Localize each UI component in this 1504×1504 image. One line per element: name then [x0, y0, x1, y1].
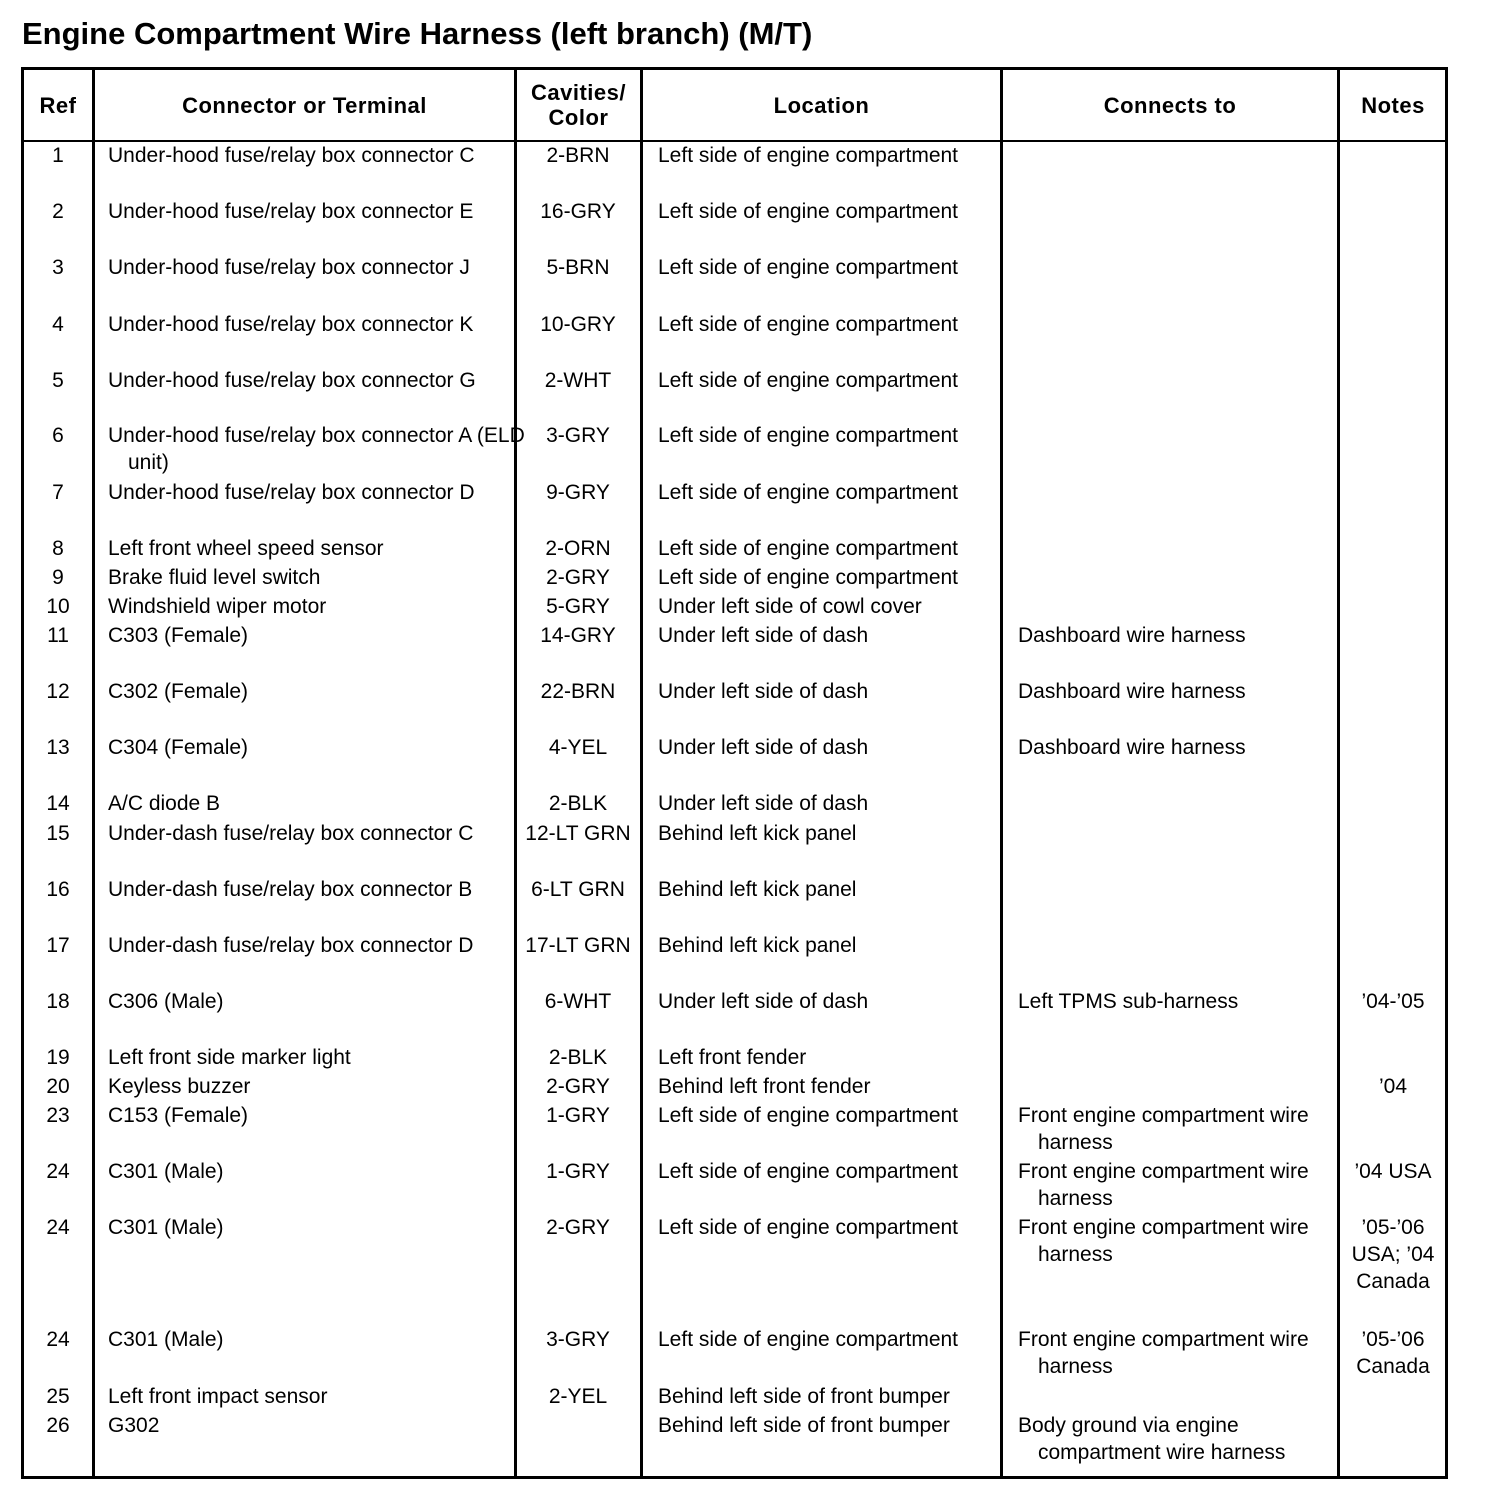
row-cavities: 2-GRY	[546, 566, 610, 589]
row-cavities: 2-WHT	[544, 369, 612, 392]
row-ref: 18	[46, 990, 70, 1013]
row-ref: 7	[52, 481, 64, 504]
row-connector: C301 (Male)	[108, 1216, 224, 1239]
row-location: Behind left kick panel	[658, 878, 857, 901]
row-location: Left side of engine compartment	[658, 200, 959, 223]
row-ref: 2	[52, 200, 64, 223]
row-cavities: 5-GRY	[546, 595, 610, 618]
header-connector: Connector or Terminal	[182, 92, 427, 118]
row-connector: G302	[108, 1414, 160, 1437]
row-location: Left side of engine compartment	[658, 566, 959, 589]
row-connector: Keyless buzzer	[108, 1075, 251, 1098]
row-cavities: 9-GRY	[546, 481, 610, 504]
row-cavities: 22-BRN	[540, 680, 616, 703]
row-notes: ’04 USA	[1354, 1160, 1432, 1183]
row-ref: 24	[46, 1328, 70, 1351]
row-ref: 24	[46, 1216, 70, 1239]
row-notes: ’04	[1378, 1075, 1408, 1098]
row-connects-to: Dashboard wire harness	[1018, 680, 1246, 703]
row-connects-to: Dashboard wire harness	[1018, 736, 1246, 759]
harness-table	[21, 67, 1448, 1479]
row-connector: Left front impact sensor	[108, 1385, 328, 1408]
row-connector: C304 (Female)	[108, 736, 249, 759]
row-connector: Left front side marker light	[108, 1046, 351, 1069]
row-cavities: 2-GRY	[546, 1216, 610, 1239]
row-notes: ’05-’06 Canada	[1356, 1328, 1430, 1378]
row-ref: 23	[46, 1104, 70, 1127]
row-connector: Under-dash fuse/relay box connector D	[108, 934, 474, 957]
row-location: Left side of engine compartment	[658, 1160, 959, 1183]
row-location: Left side of engine compartment	[658, 1216, 959, 1239]
row-ref: 15	[46, 822, 70, 845]
row-ref: 10	[46, 595, 70, 618]
header-ref: Ref	[39, 92, 77, 118]
row-location: Under left side of dash	[658, 792, 869, 815]
row-connects-to: Front engine compartment wire harness	[1018, 1160, 1309, 1210]
row-ref: 12	[46, 680, 70, 703]
row-connector: A/C diode B	[108, 792, 221, 815]
row-location: Under left side of dash	[658, 736, 869, 759]
row-connector: Brake fluid level switch	[108, 566, 321, 589]
row-location: Under left side of cowl cover	[658, 595, 922, 618]
row-connector: Under-dash fuse/relay box connector B	[108, 878, 473, 901]
row-cavities: 3-GRY	[546, 1328, 610, 1351]
row-cavities: 16-GRY	[540, 200, 616, 223]
row-cavities: 2-YEL	[548, 1385, 608, 1408]
row-connector: Under-hood fuse/relay box connector G	[108, 369, 476, 392]
row-location: Left front fender	[658, 1046, 807, 1069]
row-connector: C301 (Male)	[108, 1328, 224, 1351]
header-cavities-line2: Color	[548, 105, 609, 130]
row-ref: 26	[46, 1414, 70, 1437]
row-cavities: 5-BRN	[546, 256, 610, 279]
row-connector: Under-hood fuse/relay box connector J	[108, 256, 470, 279]
row-connects-to: Left TPMS sub-harness	[1018, 990, 1239, 1013]
row-cavities: 4-YEL	[548, 736, 608, 759]
header-location: Location	[773, 92, 870, 118]
row-cavities: 17-LT GRN	[525, 934, 631, 957]
row-ref: 17	[46, 934, 70, 957]
row-ref: 1	[52, 144, 64, 167]
row-ref: 19	[46, 1046, 70, 1069]
row-connector: Left front wheel speed sensor	[108, 537, 384, 560]
row-location: Left side of engine compartment	[658, 313, 959, 336]
page-title: Engine Compartment Wire Harness (left branch) (M/T)	[22, 16, 813, 51]
column-divider	[640, 70, 643, 1476]
row-location: Under left side of dash	[658, 680, 869, 703]
row-location: Left side of engine compartment	[658, 1104, 959, 1127]
row-cavities: 2-ORN	[545, 537, 611, 560]
row-connects-to: Front engine compartment wire harness	[1018, 1216, 1309, 1266]
row-cavities: 1-GRY	[546, 1160, 610, 1183]
header-notes: Notes	[1361, 92, 1425, 118]
row-ref: 16	[46, 878, 70, 901]
row-cavities: 12-LT GRN	[525, 822, 631, 845]
row-connector: C301 (Male)	[108, 1160, 224, 1183]
row-cavities: 14-GRY	[540, 624, 616, 647]
row-location: Behind left kick panel	[658, 822, 857, 845]
row-ref: 8	[52, 537, 64, 560]
row-connector: Under-hood fuse/relay box connector D	[108, 481, 475, 504]
column-divider	[1000, 70, 1003, 1476]
row-location: Left side of engine compartment	[658, 369, 959, 392]
row-notes: ’05-’06 USA; ’04 Canada	[1351, 1216, 1435, 1293]
row-ref: 13	[46, 736, 70, 759]
row-ref: 20	[46, 1075, 70, 1098]
row-ref: 3	[52, 256, 64, 279]
row-location: Left side of engine compartment	[658, 1328, 959, 1351]
row-notes: ’04-’05	[1361, 990, 1425, 1013]
row-connects-to: Body ground via engine compartment wire harness	[1018, 1414, 1286, 1464]
header-cavities	[517, 70, 640, 140]
row-location: Left side of engine compartment	[658, 537, 959, 560]
row-cavities: 2-BRN	[546, 144, 610, 167]
row-connector: C306 (Male)	[108, 990, 224, 1013]
header-cavities-line1: Cavities/	[531, 80, 626, 105]
row-cavities: 2-BLK	[548, 792, 608, 815]
row-connector: Under-hood fuse/relay box connector E	[108, 200, 474, 223]
row-location: Left side of engine compartment	[658, 481, 959, 504]
row-connector: Under-hood fuse/relay box connector C	[108, 144, 475, 167]
row-ref: 4	[52, 313, 64, 336]
row-connector: Under-hood fuse/relay box connector K	[108, 313, 474, 336]
row-cavities: 10-GRY	[540, 313, 616, 336]
row-location: Behind left front fender	[658, 1075, 871, 1098]
header-connects-to: Connects to	[1103, 92, 1237, 118]
row-ref: 9	[52, 566, 64, 589]
row-connects-to: Front engine compartment wire harness	[1018, 1328, 1309, 1378]
row-connector: C303 (Female)	[108, 624, 249, 647]
row-ref: 25	[46, 1385, 70, 1408]
row-cavities: 2-BLK	[548, 1046, 608, 1069]
row-cavities: 6-WHT	[544, 990, 612, 1013]
row-connects-to: Front engine compartment wire harness	[1018, 1104, 1309, 1154]
row-connector: Under-hood fuse/relay box connector A (ELD unit)	[108, 424, 525, 474]
row-location: Under left side of dash	[658, 990, 869, 1013]
row-location: Left side of engine compartment	[658, 144, 959, 167]
row-cavities: 6-LT GRN	[531, 878, 625, 901]
row-location: Under left side of dash	[658, 624, 869, 647]
row-cavities: 1-GRY	[546, 1104, 610, 1127]
row-ref: 24	[46, 1160, 70, 1183]
row-ref: 11	[47, 624, 69, 647]
row-ref: 14	[46, 792, 70, 815]
row-connector: C153 (Female)	[108, 1104, 249, 1127]
row-cavities: 3-GRY	[546, 424, 610, 447]
row-connector: C302 (Female)	[108, 680, 249, 703]
row-cavities: 2-GRY	[546, 1075, 610, 1098]
row-connects-to: Dashboard wire harness	[1018, 624, 1246, 647]
row-location: Behind left side of front bumper	[658, 1414, 950, 1437]
row-location: Behind left kick panel	[658, 934, 857, 957]
row-location: Left side of engine compartment	[658, 424, 959, 447]
row-connector: Under-dash fuse/relay box connector C	[108, 822, 474, 845]
row-ref: 6	[52, 424, 64, 447]
column-divider	[92, 70, 95, 1476]
row-ref: 5	[52, 369, 64, 392]
row-connector: Windshield wiper motor	[108, 595, 327, 618]
row-location: Behind left side of front bumper	[658, 1385, 950, 1408]
row-location: Left side of engine compartment	[658, 256, 959, 279]
